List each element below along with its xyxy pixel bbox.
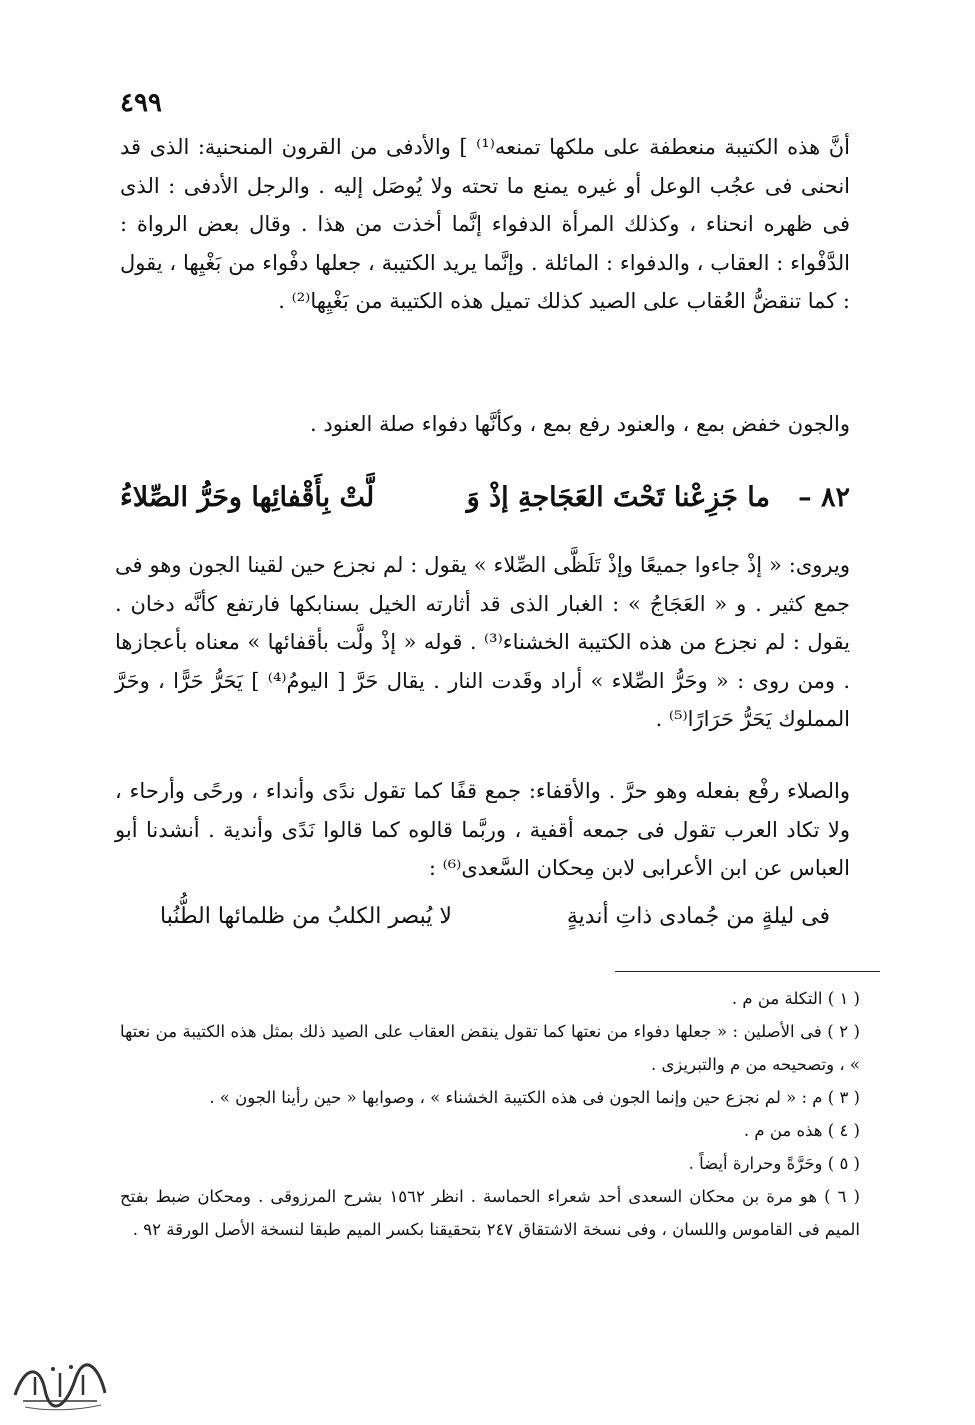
commentary-paragraph-3: ويروى: « إذْ جاءوا جميعًا وإذْ تَلَظَّى الصِّلاء » يقول : لم نجزع حين لقينا الجون وهو فى جمع كثير . و « العَجَاجُ » : الغبار الذى قد أثارته الخيل بسنابكها فارتفع كأنَّه دخان . يقول : لم نجزع من هذه الكتيبة الخشناء⁽³⁾ . قوله « إذْ ولَّت بأقفائها » معناه بأعجازها . ومن روى : « وحَرُّ الصِّلاء » أراد وقَدت النار . يقال حَرَّ [ اليومُ⁽⁴⁾ ] يَحَرُّ حَرًّا ، وحَرَّ المملوك يَحَرُّ حَرَارًا⁽⁵⁾ . [115,553,850,731]
commentary-paragraph-4: والصلاء رفْع بفعله وهو حرَّ . والأقفاء: جمع قفًا كما تقول ندًى وأنداء ، ورحًى وأرحاء ، ولا تكاد العرب تقول فى جمعه أقفية ، وربَّما قالوه كما قالوا نَدًى وأندية . أنشدنا أبو العباس عن ابن الأعرابى لابن مِحكان السَّعدى⁽⁶⁾ : [115,779,850,880]
footnotes [120,982,860,1246]
verse-number: ٨٢ – [798,482,850,513]
verse-82 [120,474,850,530]
footnote-4: ( ٤ ) هذه من م . [743,1121,860,1140]
verse-second-hemistich: لَّتْ بِأَقْفائِها وحَرُّ الصِّلاءُ [120,482,375,513]
commentary-paragraph-2: والجون خفض بمع ، والعنود رفع بمع ، وكأنَّها دفواء صلة العنود . [310,412,850,436]
footnote-2: ( ٢ ) فى الأصلين : « جعلها دفواء من نعتها كما تقول ينقض العقاب على الصيد ذلك بمثل هذه الكتيبة من نعتها » ، وتصحيحه من م والتبريزى . [120,1022,860,1074]
footnote-5: ( ٥ ) وحَرَّةً وحرارة أيضاً . [688,1154,860,1173]
footnote-separator [615,971,880,972]
commentary-paragraph-1: أنَّ هذه الكتيبة منعطفة على ملكها تمنعه⁽¹⁾ ] والأدفى من القرون المنحنية: الذى قد انحنى فى عجُب الوعل أو غيره يمنع ما تحته ولا يُوصَل إليه . والرجل الأدفى : الذى فى ظهره انحناء ، وكذلك المرأة الدفواء إنَّما أخذت من هذا . وقال بعض الرواة : الدَّفْواء : العقاب ، والدفواء : المائلة . وإنَّما يريد الكتيبة ، جعلها دفْواء من بَغْيِها ، يقول : كما تنقضُّ العُقاب على الصيد كذلك تميل هذه الكتيبة من بَغْيِها⁽²⁾ . [120,135,850,313]
footnote-6: ( ٦ ) هو مرة بن محكان السعدى أحد شعراء الحماسة . انظر ١٥٦٢ بشرح المرزوقى . ومحكان ضبط بفتح الميم فى القاموس واللسان ، وفى نسخة الاشتقاق ٢٤٧ بتحقيقنا بكسر الميم طبقا لنسخة الأصل الورقة ٩٢ . [120,1187,860,1239]
footnote-3: ( ٣ ) م : « لم نجزع حين وإنما الجون فى هذه الكتيبة الخشناء » ، وصوابها « حين رأينا الجون » . [209,1088,860,1107]
quoted-verse-second-hemistich: لا يُبصر الكلبُ من ظلمائها الطُّنُبا [160,904,452,929]
footnote-1: ( ١ ) التكلة من م . [731,989,860,1008]
watermark-logo [5,1355,115,1413]
quoted-verse [160,900,830,944]
verse-first-hemistich: ما جَزِعْنا تَحْتَ العَجَاجةِ إذْ وَ [466,482,770,513]
calligraphy-logo-icon [5,1355,115,1413]
quoted-verse-first-hemistich: فى ليلةٍ من جُمادى ذاتِ أنديةٍ [566,904,830,929]
page-number: ٤٩٩ [120,88,162,118]
